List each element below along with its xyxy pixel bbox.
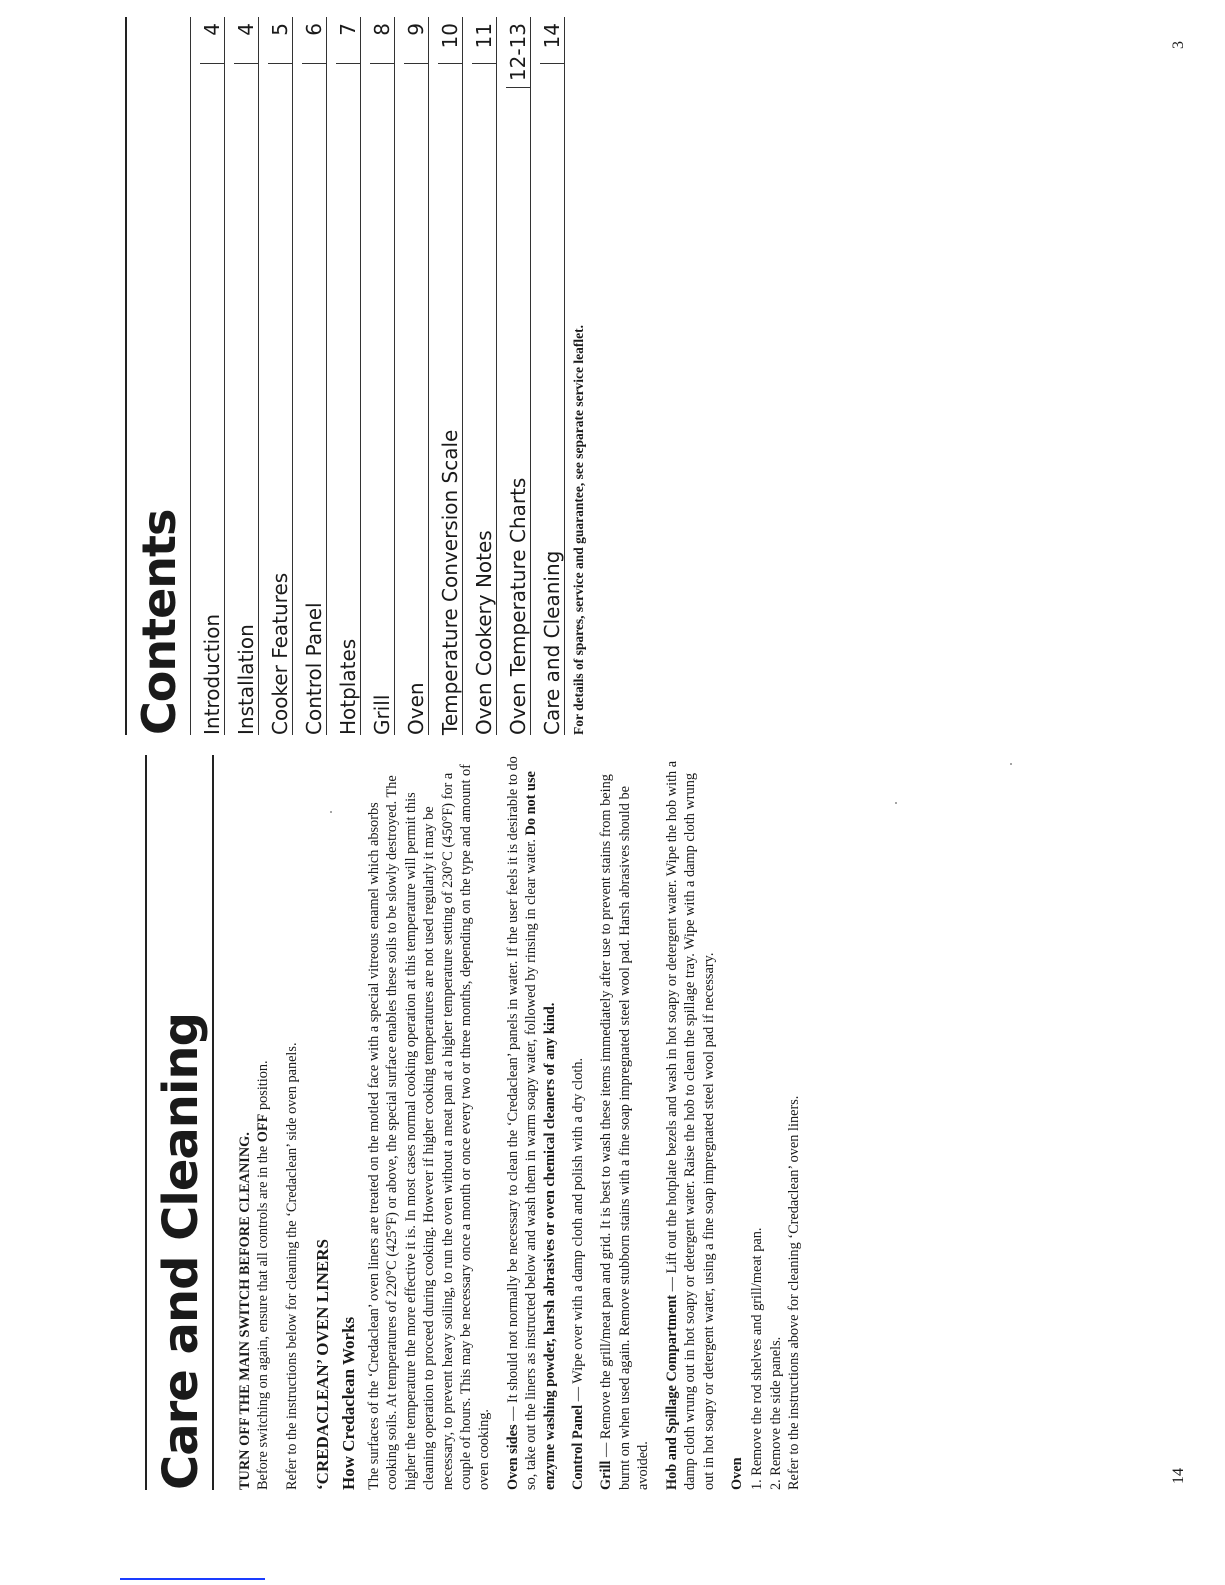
hob-label: Hob and Spillage Compartment <box>663 1294 680 1490</box>
toc-page: 8 <box>370 17 394 64</box>
scan-edge-mark <box>120 1578 265 1580</box>
how-credaclean-heading: How Credaclean Works <box>339 1316 359 1490</box>
main-switch-warning <box>236 755 273 1490</box>
grill-text: — Remove the grill/meat pan and grid. It is best to wash these items immediately after use to prevent stains from being burnt on when used again. Remove stubborn stains with a fine soap impregnated steel wool pad. Harsh abrasives should be avoided. <box>598 774 652 1490</box>
toc-row-hotplates <box>327 17 361 735</box>
scan-speck <box>330 811 332 813</box>
switch-on-text-a: Before switching on again, ensure that all controls are in the <box>255 1142 272 1490</box>
grill-paragraph <box>597 755 652 1490</box>
off-position-label: OFF <box>255 1113 272 1143</box>
toc-row-introduction <box>191 17 225 735</box>
toc-row-oven-temperature-charts <box>497 17 531 735</box>
oven-sides-paragraph <box>504 755 559 1490</box>
oven-sides-text: — It should not normally be necessary to clean the ‘Credaclean’ panels in water. If the user feels it is desirable to do so, take out the liners as instructed below and wash them in warm soapy water, followed by rinsing in clear water. <box>504 756 540 1490</box>
how-credaclean-text: The surfaces of the ‘Credaclean’ oven liners are treated on the motled face with a special vitreous enamel which absorbs cooking soils. At temperatures of 220°C (425°F) or above, the special surface enables these soils to be slowly destroyed. The higher the temperature the more effective it is. In most cases normal cooking operation at this temperature will permit this cleaning operation to proceed during cooking. However if higher cooking temperatures are not used regularly it may be necessary, to prevent heavy soiling, to run the oven without a meat pan at a higher temperature setting of 230°C (450°F) for a couple of hours. This may be necessary once a month or once every two or three months, depending on the type and amount of oven cooking. <box>366 764 493 1490</box>
toc-row-cooker-features <box>259 17 293 735</box>
control-panel-paragraph <box>569 755 587 1490</box>
toc-label: Oven Cookery Notes <box>471 530 496 735</box>
grill-label: Grill <box>598 1460 615 1490</box>
table-of-contents <box>190 17 565 735</box>
toc-page: 7 <box>336 17 360 64</box>
oven-sides-label: Oven sides <box>504 1424 521 1490</box>
toc-page: 9 <box>404 17 428 64</box>
toc-label: Grill <box>369 694 394 735</box>
scan-speck <box>1010 763 1012 765</box>
toc-row-oven <box>395 17 429 735</box>
toc-row-installation <box>225 17 259 735</box>
toc-row-temperature-conversion <box>429 17 463 735</box>
care-and-cleaning-column <box>125 755 804 1490</box>
toc-row-control-panel <box>293 17 327 735</box>
toc-page: 14 <box>540 17 564 64</box>
control-panel-label: Control Panel <box>570 1404 587 1490</box>
toc-label: Oven Temperature Charts <box>505 477 530 735</box>
toc-label: Care and Cleaning <box>539 550 564 735</box>
toc-label: Temperature Conversion Scale <box>437 429 462 735</box>
main-switch-heading: TURN OFF THE MAIN SWITCH BEFORE CLEANING. <box>236 1132 253 1490</box>
oven-heading: Oven <box>728 1457 745 1490</box>
toc-label: Cooker Features <box>267 572 292 735</box>
toc-page: 4 <box>200 17 224 64</box>
toc-row-grill <box>361 17 395 735</box>
hob-paragraph <box>663 755 718 1490</box>
toc-page: 12-13 <box>506 17 530 88</box>
toc-page: 4 <box>234 17 258 64</box>
right-page-number: 3 <box>1170 41 1187 49</box>
page-title: Care and Cleaning <box>153 1013 209 1490</box>
toc-page: 10 <box>438 17 462 64</box>
title-rule <box>212 755 214 1490</box>
top-rule <box>125 17 127 735</box>
toc-page: 6 <box>302 17 326 64</box>
oven-step: 1. Remove the rod shelves and grill/meat pan. <box>749 1227 766 1490</box>
hob-text: — Lift out the hotplate bezels and wash in hot soapy or detergent water. Wipe the hob with a damp cloth wrung out in hot soapy or detergent water. Raise the hob to clean the spillage tray. Wipe with a damp cloth wrung out in hot soapy or detergent water, using a fine soap impregnated steel wool pad if necessary. <box>663 760 717 1490</box>
switch-on-text-b: position. <box>255 1060 272 1114</box>
side-panels-refer: Refer to the instructions below for cleaning the ‘Credaclean’ side oven panels. <box>283 1042 300 1490</box>
service-leaflet-note: For details of spares, service and guarantee, see separate service leaflet. <box>570 324 586 735</box>
oven-step: 2. Remove the side panels. <box>767 1336 784 1490</box>
toc-page: 5 <box>268 17 292 64</box>
oven-steps-list <box>748 755 803 1490</box>
scan-speck <box>895 802 897 804</box>
liners-heading: ‘CREDACLEAN’ OVEN LINERS <box>313 1239 333 1490</box>
top-rule <box>145 755 147 1490</box>
toc-page: 11 <box>472 17 496 64</box>
left-page-number: 14 <box>1170 1468 1187 1484</box>
toc-label: Introduction <box>199 613 224 735</box>
toc-row-care-and-cleaning <box>531 17 565 735</box>
contents-title: Contents <box>132 509 186 735</box>
toc-row-oven-cookery-notes <box>463 17 497 735</box>
control-panel-text: — Wipe over with a damp cloth and polish with a dry cloth. <box>570 1057 587 1405</box>
toc-label: Hotplates <box>335 638 360 735</box>
oven-step: Refer to the instructions above for cleaning ‘Credaclean’ oven liners. <box>786 1095 803 1490</box>
toc-label: Installation <box>233 624 258 735</box>
contents-column <box>125 17 587 735</box>
oven-sides-warning: Do not use enzyme washing powder, harsh abrasives or oven chemical cleaners of any kind. <box>523 771 558 1490</box>
toc-label: Control Panel <box>301 602 326 735</box>
toc-label: Oven <box>403 682 428 735</box>
